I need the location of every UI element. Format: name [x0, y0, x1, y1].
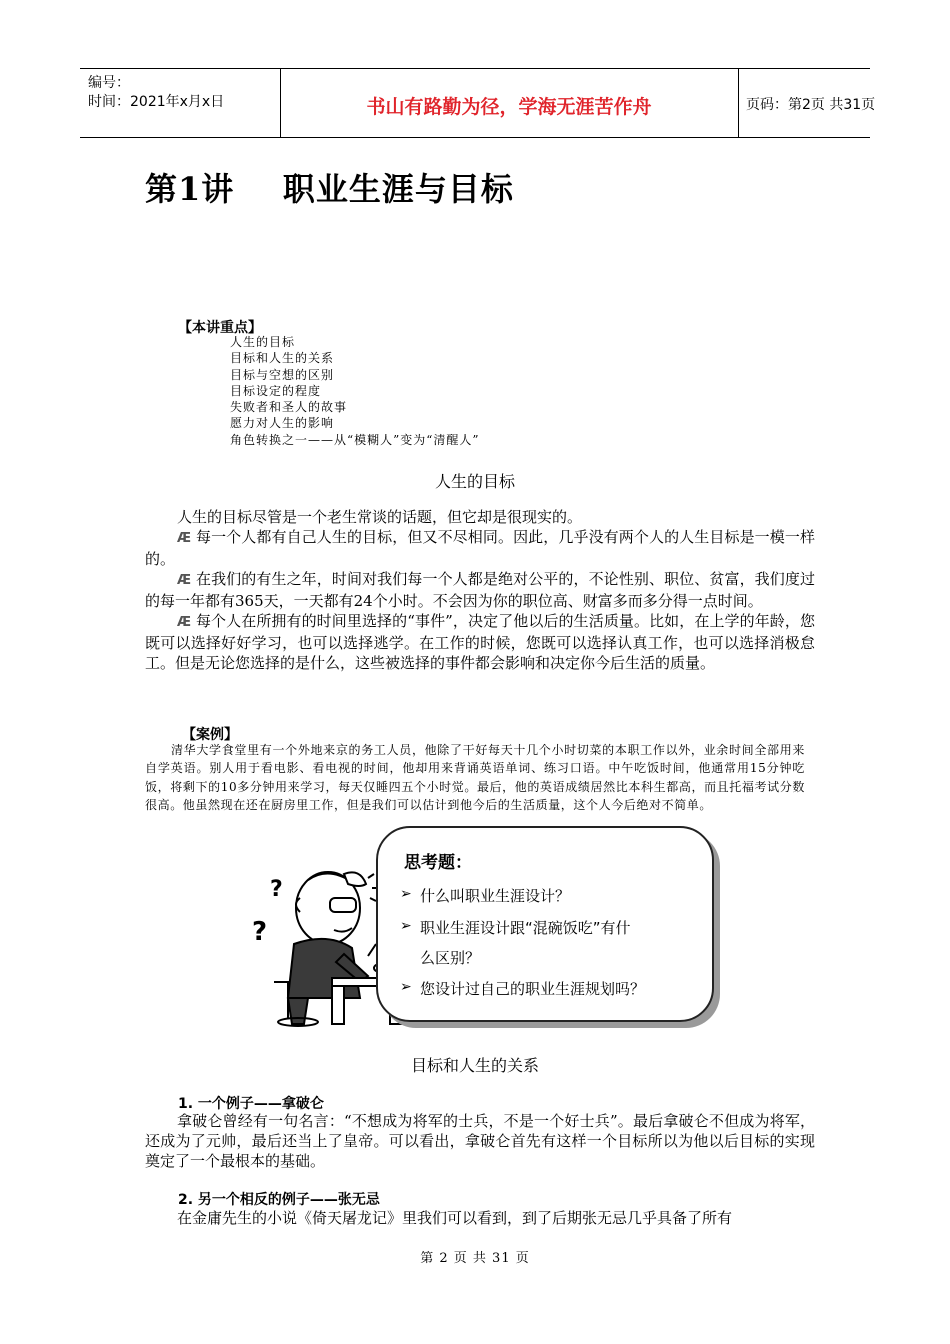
bullet-text: 在我们的有生之年，时间对我们每一个人都是绝对公平的，不论性别、职位、贫富，我们度过的每一年都有365天，一天都有24个小时。不会因为你的职位高、财富多而多分得一点时间。 — [145, 570, 815, 610]
subsection-body — [145, 1111, 815, 1171]
subsection-heading: 2. 另一个相反的例子——张无忌 — [178, 1192, 380, 1208]
bullet-icon: Æ — [177, 531, 192, 546]
key-point-item: 人生的目标 — [230, 335, 296, 349]
question-item: 职业生涯设计跟“混碗饭吃”有什 — [420, 919, 631, 937]
bullet-text: 每一个人都有自己人生的目标，但又不尽相同。因此，几乎没有两个人的人生目标是一模一样的。 — [145, 528, 815, 568]
key-point-item: 目标和人生的关系 — [230, 351, 335, 366]
header-meta-cell — [80, 69, 281, 137]
question-item-continued: 么区别？ — [420, 949, 481, 967]
svg-text:?: ? — [270, 877, 283, 902]
key-point-item: 目标设定的程度 — [230, 383, 322, 398]
thinking-frame — [376, 826, 714, 1022]
key-point-item: 目标与空想的区别 — [230, 367, 335, 382]
question-item: 什么叫职业生涯设计？ — [420, 887, 571, 905]
thinking-questions-box — [376, 826, 716, 1024]
key-points-list — [230, 334, 480, 448]
page-title: 第1讲 职业生涯与目标 — [145, 170, 514, 208]
time-label: 时间：2021年x月x日 — [88, 94, 225, 110]
key-point-item: 失败者和圣人的故事 — [230, 400, 348, 415]
header-page-cell — [738, 69, 876, 137]
header-motto-cell — [280, 69, 739, 137]
header-table — [80, 68, 876, 138]
thinking-title: 思考题： — [404, 853, 472, 873]
section1-body — [145, 507, 815, 673]
section-heading: 人生的目标 — [434, 472, 515, 491]
key-point-item: 愿力对人生的影响 — [230, 416, 335, 431]
arrow-bullet-icon: ➢ — [400, 918, 412, 934]
bullet-paragraph — [145, 569, 815, 611]
arrow-bullet-icon: ➢ — [400, 979, 412, 995]
bullet-paragraph — [145, 611, 815, 673]
page-info: 页码：第2页 共31页 — [746, 97, 876, 113]
question-item: 您设计过自己的职业生涯规划吗？ — [420, 980, 646, 998]
bullet-icon: Æ — [177, 573, 192, 588]
bullet-text: 每个人在所拥有的时间里选择的“事件”，决定了他以后的生活质量。比如，在上学的年龄，您既可以选择好好学习，也可以选择逃学。在工作的时候，您既可以选择认真工作，也可以选择消极怠工。但是无论您选择的是什么，这些被选择的事件都会影响和决定你今后生活的质量。 — [145, 612, 815, 672]
key-point-item: 角色转换之一——从“模糊人”变为“清醒人” — [230, 432, 480, 447]
case-text-block — [145, 741, 805, 815]
bullet-icon: Æ — [177, 615, 192, 630]
bullet-paragraph — [145, 527, 815, 569]
page-footer: 第 2 页 共 31 页 — [420, 1251, 530, 1266]
arrow-bullet-icon: ➢ — [400, 886, 412, 902]
case-heading: 【案例】 — [182, 727, 238, 743]
code-label: 编号： — [88, 75, 130, 91]
subsection-body — [145, 1208, 815, 1228]
section-heading: 目标和人生的关系 — [410, 1056, 539, 1075]
svg-text:?: ? — [252, 917, 268, 947]
subsection-text: 拿破仑曾经有一句名言：“不想成为将军的士兵，不是一个好士兵”。最后拿破仑不但成为将军，还成为了元帅，最后还当上了皇帝。可以看出，拿破仑首先有这样一个目标所以为他以后目标的实现奠定了一个最根本的基础。 — [145, 1112, 815, 1170]
subsection-heading: 1. 一个例子——拿破仑 — [178, 1096, 324, 1112]
key-points-heading: 【本讲重点】 — [178, 320, 262, 336]
motto: 书山有路勤为径，学海无涯苦作舟 — [366, 96, 652, 118]
case-text: 清华大学食堂里有一个外地来京的务工人员，他除了干好每天十几个小时切菜的本职工作以外，业余时间全部用来自学英语。别人用于看电影、看电视的时间，他却用来背诵英语单词、练习口语。中午吃饭时间，他通常用15分钟吃饭，将剩下的10多分钟用来学习，每天仅睡四五个小时觉。最后，他的英语成绩居然比本科生都高，而且托福考试分数很高。他虽然现在还在厨房里工作，但是我们可以估计到他今后的生活质量，这个人今后绝对不简单。 — [145, 743, 805, 813]
section1-intro: 人生的目标尽管是一个老生常谈的话题，但它却是很现实的。 — [177, 508, 583, 526]
subsection-text: 在金庸先生的小说《倚天屠龙记》里我们可以看到，到了后期张无忌几乎具备了所有 — [177, 1209, 733, 1227]
